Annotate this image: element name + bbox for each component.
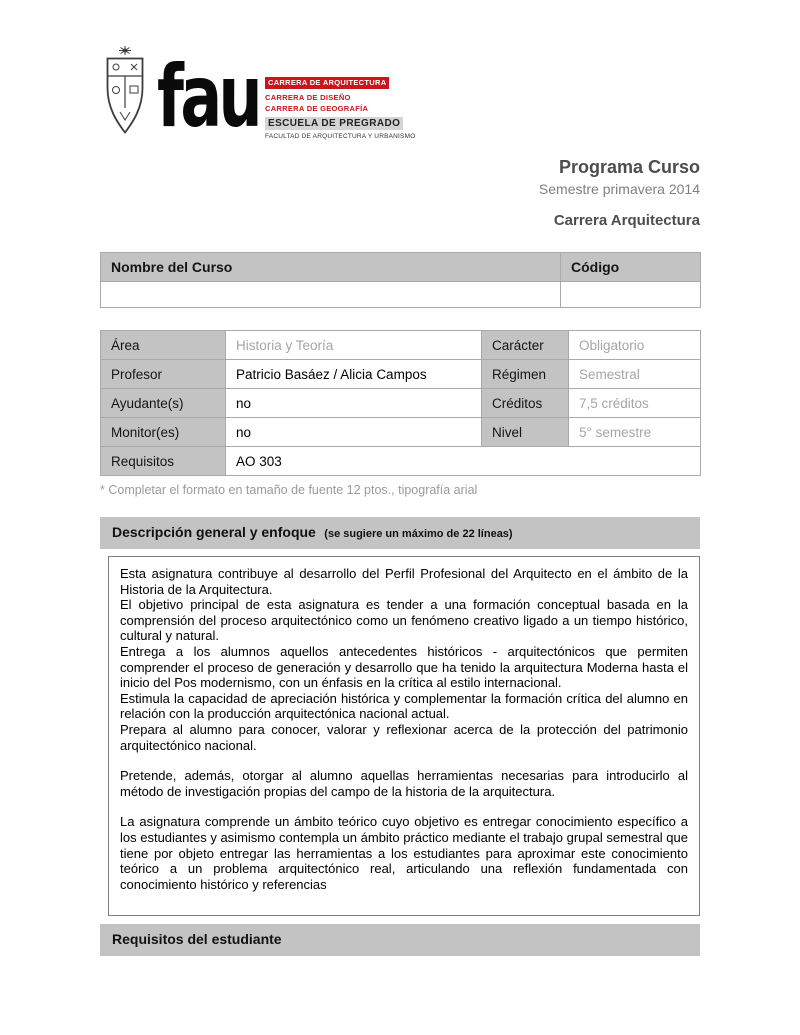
document-header bbox=[539, 157, 700, 229]
field-label-nivel: Nivel bbox=[482, 418, 569, 447]
course-table-header-row bbox=[101, 253, 701, 282]
logo-line-carrera-arquitectura: CARRERA DE ARQUITECTURA bbox=[265, 77, 389, 89]
fau-logo-text: fau bbox=[157, 47, 260, 147]
description-paragraph: Esta asignatura contribuye al desarrollo del Perfil Profesional del Arquitecto en el ámbito de la Historia de la Arquitectura. bbox=[120, 566, 688, 597]
description-paragraph: La asignatura comprende un ámbito teórico cuyo objetivo es entregar conocimiento específico a los estudiantes y asimismo contempla un ámbito práctico mediante el trabajo grupal semestral que tiene por objeto entregar las herramientas a los estudiantes para aproximar este conocimiento teórico a un problema arquitectónico real, articulando una reflexión fundamentada con conocimiento histórico y referencias bbox=[120, 814, 688, 892]
course-code-value-cell bbox=[561, 282, 701, 308]
table-row bbox=[101, 389, 701, 418]
section-title: Requisitos del estudiante bbox=[112, 931, 282, 947]
logo-text-lines bbox=[265, 72, 415, 140]
table-row bbox=[101, 331, 701, 360]
field-value-creditos: 7,5 créditos bbox=[569, 389, 701, 418]
field-value-area: Historia y Teoría bbox=[226, 331, 482, 360]
field-value-requisitos: AO 303 bbox=[226, 447, 701, 476]
field-value-ayudantes: no bbox=[226, 389, 482, 418]
course-table-value-row bbox=[101, 282, 701, 308]
logo-line-carrera-diseno: CARRERA DE DISEÑO bbox=[265, 92, 351, 102]
logo-line-escuela-pregrado: ESCUELA DE PREGRADO bbox=[265, 117, 403, 130]
course-code-header: Código bbox=[561, 253, 701, 282]
description-paragraph: Estimula la capacidad de apreciación histórica y complementar la formación crítica del alumno en relación con la producción arquitectónica nacional actual. bbox=[120, 690, 688, 722]
section-title: Descripción general y enfoque bbox=[112, 524, 316, 540]
field-label-regimen: Régimen bbox=[482, 360, 569, 389]
field-label-profesor: Profesor bbox=[101, 360, 226, 389]
logo-line-carrera-geografia: CARRERA DE GEOGRAFÍA bbox=[265, 104, 369, 113]
career-subtitle: Carrera Arquitectura bbox=[553, 212, 700, 229]
format-footnote: * Completar el formato en tamaño de fuente 12 ptos., tipografía arial bbox=[100, 483, 478, 497]
field-value-regimen: Semestral bbox=[569, 360, 701, 389]
course-name-table bbox=[100, 252, 701, 308]
description-paragraph: Entrega a los alumnos aquellos antecedentes históricos - arquitectónicos que permiten comprender el proceso de generación y desarrollo que ha tenido la arquitectura Moderna hasta el inicio del Pos modernismo, con un énfasis en la crítica al estilo internacional. bbox=[120, 643, 688, 691]
field-label-ayudantes: Ayudante(s) bbox=[101, 389, 226, 418]
description-paragraph: El objetivo principal de esta asignatura es tender a una formación conceptual basada en la comprensión del proceso arquitectónico como un fenómeno creativo ligado a un tiempo histórico, cultural y natural. bbox=[120, 597, 688, 644]
description-text-box bbox=[108, 556, 700, 916]
logo-line-facultad: FACULTAD DE ARQUITECTURA Y URBANISMO bbox=[265, 132, 416, 140]
section-header-requisitos bbox=[100, 924, 700, 956]
section-header-descripcion bbox=[100, 517, 700, 549]
field-label-area: Área bbox=[101, 331, 226, 360]
field-value-nivel: 5° semestre bbox=[569, 418, 701, 447]
field-label-monitores: Monitor(es) bbox=[101, 418, 226, 447]
field-value-caracter: Obligatorio bbox=[569, 331, 701, 360]
university-shield-icon bbox=[103, 46, 147, 136]
description-paragraph: Prepara al alumno para conocer, valorar y reflexionar acerca de la protección del patrimonio arquitectónico nacional. bbox=[120, 721, 688, 753]
section-subtitle: (se sugiere un máximo de 22 líneas) bbox=[324, 528, 513, 540]
table-row bbox=[101, 360, 701, 389]
page-title: Programa Curso bbox=[558, 157, 700, 177]
field-value-monitores: no bbox=[226, 418, 482, 447]
field-label-requisitos: Requisitos bbox=[101, 447, 226, 476]
course-name-header: Nombre del Curso bbox=[101, 253, 561, 282]
field-label-caracter: Carácter bbox=[482, 331, 569, 360]
table-row bbox=[101, 418, 701, 447]
description-paragraph: Pretende, además, otorgar al alumno aquellas herramientas necesarias para introducirlo al método de investigación propias del campo de la historia de la arquitectura. bbox=[120, 768, 688, 799]
course-name-value-cell bbox=[101, 282, 561, 308]
field-label-creditos: Créditos bbox=[482, 389, 569, 418]
fau-logo bbox=[103, 46, 416, 147]
table-row bbox=[101, 447, 701, 476]
field-value-profesor: Patricio Basáez / Alicia Campos bbox=[226, 360, 482, 389]
semester-subtitle: Semestre primavera 2014 bbox=[538, 181, 700, 197]
course-info-table bbox=[100, 330, 701, 476]
